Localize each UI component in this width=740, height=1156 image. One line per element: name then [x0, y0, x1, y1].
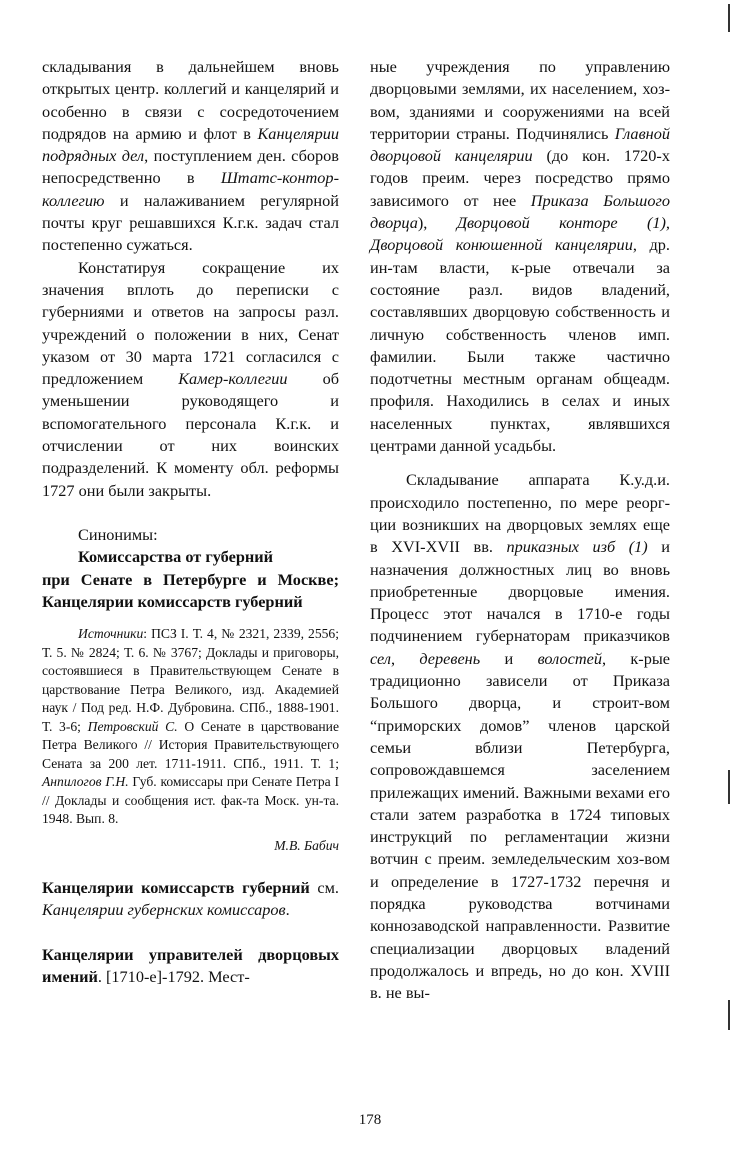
- text-run: и: [480, 648, 538, 668]
- dictionary-entry-palace-estates: [42, 944, 339, 989]
- cross-reference: Приказа Большого дворца: [370, 190, 670, 233]
- scan-edge-mark: [728, 770, 730, 804]
- paragraph-closing: [42, 56, 339, 257]
- paragraph-institutions: [370, 56, 670, 457]
- text-run: , к-рые традиционно зависели от Приказа Большого дворца, и строит-вом “приморских домов” членов царской семьи вблизи Петербурга, сопровождавшемся заселением прилежащих имений. Важными вехами его стали затем разработка в 1724 типовых инструкций по регламентации жизни вотчин с преим. земледельческим хоз-вом и определение в 1727-1732 перечня и порядка руководства вотчинами коннозаводской направленности. Развитие специализации дворцовых владений продолжалось и впредь, но до кон. XVIII в. не вы-: [370, 648, 671, 1003]
- text-run: см.: [309, 878, 340, 898]
- paragraph-reduction: [42, 257, 339, 502]
- article-author: М.В. Бабич: [274, 837, 339, 853]
- text-run: об уменьшении руководящего и вспомогательного персонала К.г.к. и отчислении от них воинских подразделений. К моменту обл. реформы 1727 они были закрыты.: [42, 369, 339, 500]
- synonym-text: Комиссарства от губерний: [78, 547, 274, 567]
- synonym-text: при Сенате в Петербурге и Москве; Канцелярии комиссарств губерний: [42, 569, 339, 611]
- cross-reference: приказных изб (1): [506, 537, 648, 557]
- text-run: , поступлением ден. сборов непосредственно в: [42, 146, 339, 188]
- text-run: Складывание аппарата К.у.д.и. происходило постепенно, по мере реорг-ции возникших на дворцовых землях еще в XVI-XVII вв.: [370, 470, 670, 557]
- text-run: : ПСЗ I. Т. 4, № 2321, 2339, 2556; Т. 5. № 2824; Т. 6. № 3767; Доклады и приговоры, состоявшиеся в Правительствующем Сенате в царствование Петра Великого, изд. Академией наук / Под ред. Н.Ф. Дубровина. СПб., 1888-1901. Т. 3-6;: [42, 626, 339, 734]
- text-run: О Сенате в царствование Петра Великого // История Правительствующего Сената за 200 лет. 1711-1911. СПб., 1911. Т. 1;: [42, 718, 339, 771]
- text-run: и назначения должностных лиц во вновь приобретенные дворцовые имения. Процесс этот начался в 1710-е годы подчинением губернаторам приказчиков: [370, 537, 670, 646]
- dictionary-entry-commissariats: [42, 877, 339, 922]
- text-run: Губ. комиссары при Сенате Петра I // Доклады и сообщения ист. фак-та Моск. ун-та. 1948. Вып. 8.: [42, 774, 339, 827]
- text-run: ,: [390, 648, 420, 668]
- cross-reference: Камер-коллегии: [178, 369, 288, 389]
- right-column: [370, 56, 670, 1004]
- term: волостей: [537, 648, 602, 668]
- cross-reference: Дворцовой конторе (1), Дворцовой конюшенной канцелярии: [370, 213, 670, 255]
- text-run: .: [285, 900, 290, 920]
- text-run: , др. ин-там власти, к-рые отвечали за состояние разл. видов владений, составлявших дворцовую собственность и личную собственность членов имп. фамилии. Были также частично подотчетны местным органам общеадм. профиля. Находились в селах и иных населенных пунктах, являвшихся центрами данной усадьбы.: [370, 235, 671, 456]
- scan-edge-mark: [728, 1000, 730, 1030]
- cross-reference: Канцелярии губернских комиссаров: [42, 900, 286, 920]
- scan-edge-mark: [728, 4, 730, 32]
- text-run: ),: [417, 213, 457, 233]
- text-run: (до кон. 1720-х годов преим. через посредство прямо зависимого от нее: [370, 146, 670, 210]
- synonyms-list: [42, 546, 339, 613]
- author-ref: Петровский С.: [87, 718, 178, 734]
- text-run: Констатируя сокращение их значения вплоть до переписки с губерниями и ответов на запросы разл. учреждений о положении в них, Сенат указом от 30 марта 1721 согласился с предложением: [42, 257, 339, 389]
- term: деревень: [419, 648, 481, 668]
- cross-reference: Штатс-контор-коллегию: [42, 168, 339, 210]
- entry-headword: Канцелярии комиссарств губерний: [42, 878, 310, 898]
- cross-reference: Канцелярии подрядных дел: [42, 123, 339, 166]
- sources-block: [42, 625, 339, 829]
- text-run: ные учреждения по управлению дворцовыми землями, их населением, хоз-вом, зданиями и сооружениями на всей территории страны. Подчинялись: [370, 57, 670, 143]
- synonyms-label: Синонимы:: [78, 524, 158, 544]
- page-number: 178: [358, 1112, 382, 1128]
- text-run: складывания в дальнейшем вновь открытых центр. коллегий и канцелярий и особенно в связи с сосредоточением подрядов на армию и флот в: [42, 57, 339, 143]
- text-run: и налаживанием регулярной почты круг решавшихся К.г.к. задач стал постепенно сужаться.: [42, 190, 339, 255]
- term: сел: [370, 648, 391, 668]
- sources-label: Источники: [78, 626, 144, 642]
- text-run: . [1710-е]-1792. Мест-: [97, 967, 250, 987]
- left-column: [42, 56, 339, 988]
- paragraph-formation: [370, 469, 670, 1004]
- author-ref: Анпилогов Г.Н.: [42, 774, 129, 790]
- cross-reference: Главной дворцовой канцелярии: [370, 123, 670, 166]
- entry-headword: Канцелярии управителей дворцовых имений: [42, 944, 339, 987]
